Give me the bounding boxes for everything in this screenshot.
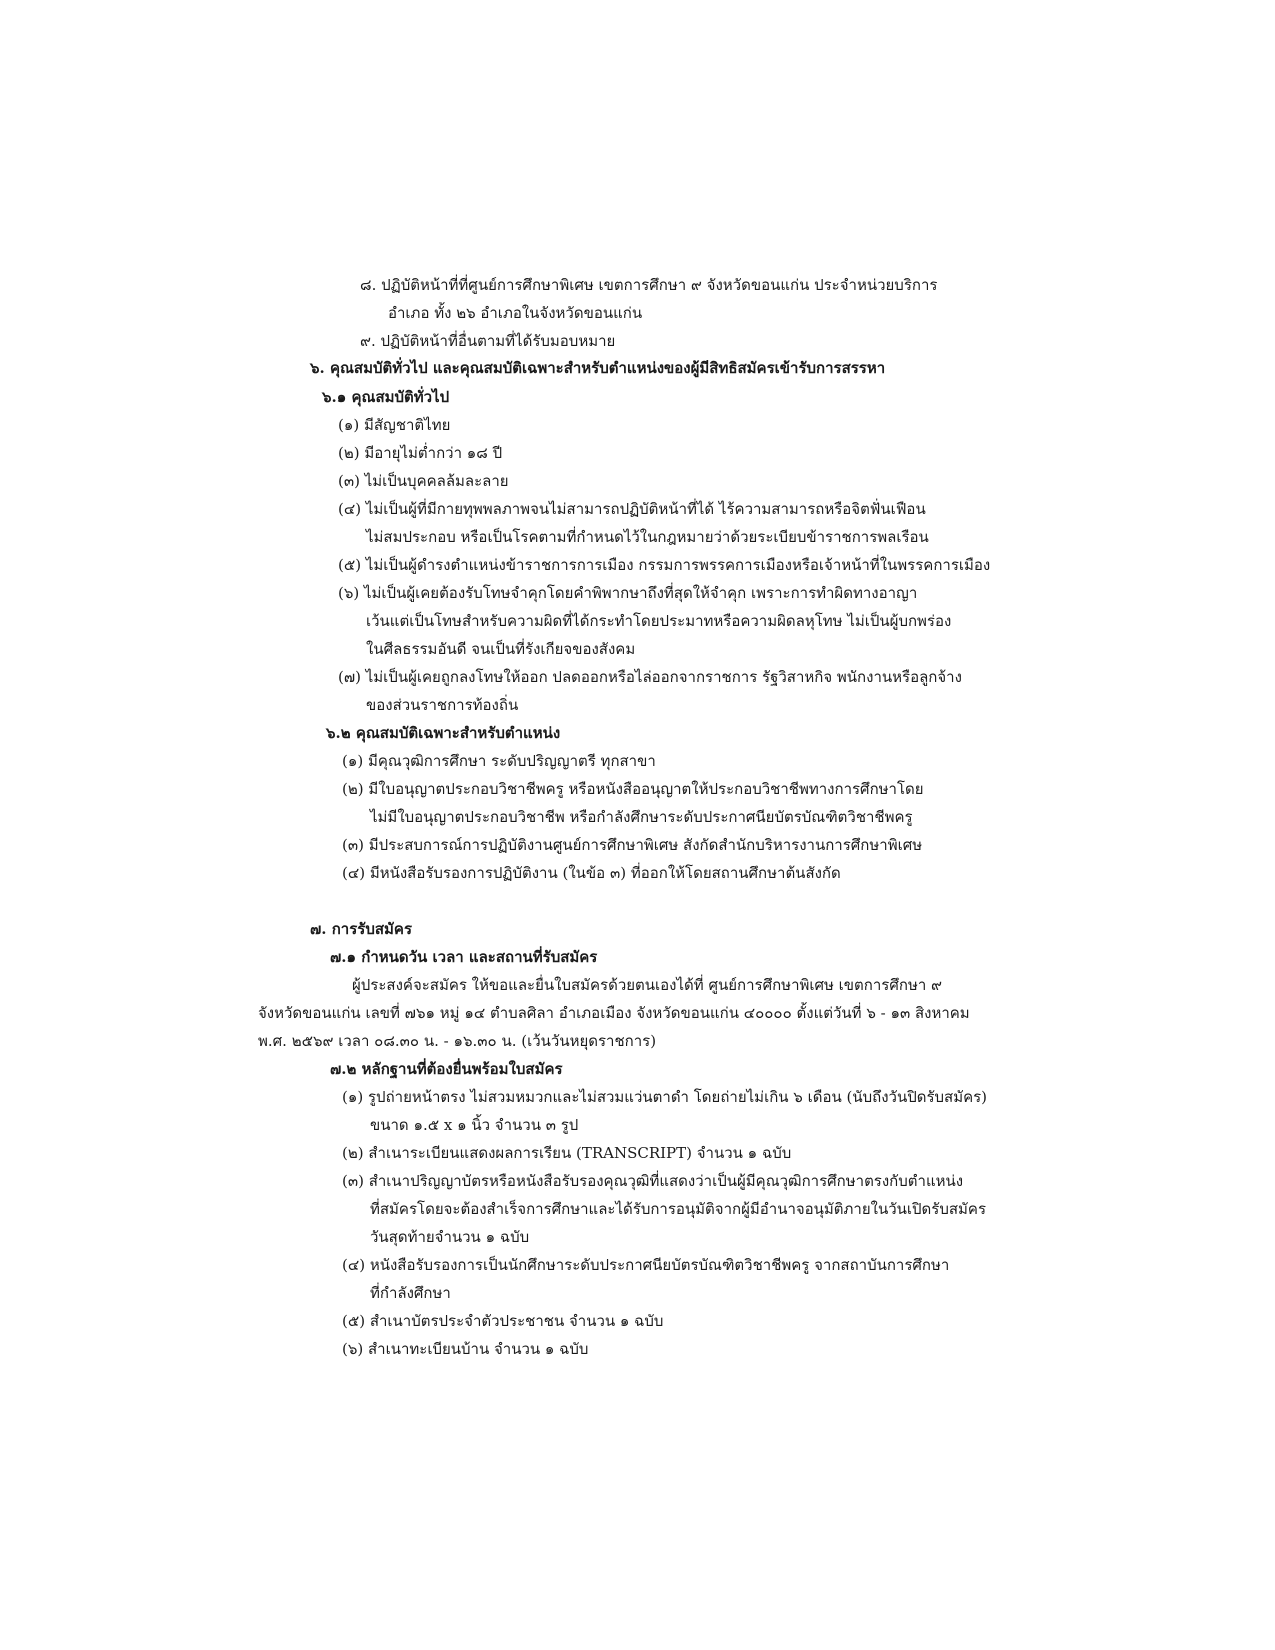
general-qualification-5: (๕) ไม่เป็นผู้ดำรงตำแหน่งข้าราชการการเมือง กรรมการพรรคการเมืองหรือเจ้าหน้าที่ในพรรคการเมือง — [338, 556, 991, 574]
general-qualification-1: (๑) มีสัญชาติไทย — [338, 416, 451, 434]
specific-qualification-2-cont: ไม่มีใบอนุญาตประกอบวิชาชีพ หรือกำลังศึกษาระดับประกาศนียบัตรบัณฑิตวิชาชีพครู — [370, 808, 913, 826]
document-item-3: (๓) สำเนาปริญญาบัตรหรือหนังสือรับรองคุณวุฒิที่แสดงว่าเป็นผู้มีคุณวุฒิการศึกษาตรงกับตำแหน่ง — [342, 1172, 964, 1190]
general-qualification-6-cont1: เว้นแต่เป็นโทษสำหรับความผิดที่ได้กระทำโดยประมาทหรือความผิดลหุโทษ ไม่เป็นผู้บกพร่อง — [366, 612, 952, 630]
general-qualification-6: (๖) ไม่เป็นผู้เคยต้องรับโทษจำคุกโดยคำพิพากษาถึงที่สุดให้จำคุก เพราะการทำผิดทางอาญา — [338, 584, 918, 602]
duty-item-9: ๙. ปฏิบัติหน้าที่อื่นตามที่ได้รับมอบหมาย — [360, 332, 616, 350]
general-qualification-3: (๓) ไม่เป็นบุคคลล้มละลาย — [338, 472, 509, 490]
document-item-2: (๒) สำเนาระเบียนแสดงผลการเรียน (TRANSCRIPT) จำนวน ๑ ฉบับ — [342, 1144, 792, 1162]
application-place-line1: ผู้ประสงค์จะสมัคร ให้ขอและยื่นใบสมัครด้วยตนเองได้ที่ ศูนย์การศึกษาพิเศษ เขตการศึกษา ๙ — [352, 976, 943, 994]
specific-qualification-2: (๒) มีใบอนุญาตประกอบวิชาชีพครู หรือหนังสืออนุญาตให้ประกอบวิชาชีพทางการศึกษาโดย — [342, 780, 924, 798]
general-qualification-4: (๔) ไม่เป็นผู้ที่มีกายทุพพลภาพจนไม่สามารถปฏิบัติหน้าที่ได้ ไร้ความสามารถหรือจิตฟั่นเฟือน — [338, 500, 926, 518]
general-qualification-6-cont2: ในศีลธรรมอันดี จนเป็นที่รังเกียจของสังคม — [366, 640, 636, 658]
section-6-heading: ๖. คุณสมบัติทั่วไป และคุณสมบัติเฉพาะสำหรับตำแหน่งของผู้มีสิทธิสมัครเข้ารับการสรรหา — [310, 359, 886, 377]
document-item-4: (๔) หนังสือรับรองการเป็นนักศึกษาระดับประกาศนียบัตรบัณฑิตวิชาชีพครู จากสถาบันการศึกษา — [342, 1256, 950, 1274]
general-qualification-4-cont: ไม่สมประกอบ หรือเป็นโรคตามที่กำหนดไว้ในกฎหมายว่าด้วยระเบียบข้าราชการพลเรือน — [366, 528, 929, 546]
general-qualification-7-cont: ของส่วนราชการท้องถิ่น — [366, 696, 519, 714]
section-6-2-heading: ๖.๒ คุณสมบัติเฉพาะสำหรับตำแหน่ง — [326, 724, 561, 742]
section-7-1-heading: ๗.๑ กำหนดวัน เวลา และสถานที่รับสมัคร — [330, 948, 598, 966]
general-qualification-2: (๒) มีอายุไม่ต่ำกว่า ๑๘ ปี — [338, 444, 503, 462]
document-item-1-cont: ขนาด ๑.๕ x ๑ นิ้ว จำนวน ๓ รูป — [370, 1116, 579, 1134]
application-place-line2: จังหวัดขอนแก่น เลขที่ ๗๖๑ หมู่ ๑๔ ตำบลศิลา อำเภอเมือง จังหวัดขอนแก่น ๔๐๐๐๐ ตั้งแต่วันที่ ๖ - ๑๓ สิงหาคม — [258, 1004, 970, 1022]
duty-item-8-line1: ๘. ปฏิบัติหน้าที่ที่ศูนย์การศึกษาพิเศษ เขตการศึกษา ๙ จังหวัดขอนแก่น ประจำหน่วยบริการ — [360, 276, 938, 294]
specific-qualification-3: (๓) มีประสบการณ์การปฏิบัติงานศูนย์การศึกษาพิเศษ สังกัดสำนักบริหารงานการศึกษาพิเศษ — [342, 836, 923, 854]
application-place-line3: พ.ศ. ๒๕๖๙ เวลา ๐๘.๓๐ น. - ๑๖.๓๐ น. (เว้นวันหยุดราชการ) — [258, 1032, 657, 1050]
document-item-1: (๑) รูปถ่ายหน้าตรง ไม่สวมหมวกและไม่สวมแว่นตาดำ โดยถ่ายไม่เกิน ๖ เดือน (นับถึงวันปิดรับสมัคร) — [342, 1088, 988, 1106]
section-7-2-heading: ๗.๒ หลักฐานที่ต้องยื่นพร้อมใบสมัคร — [330, 1060, 563, 1078]
specific-qualification-1: (๑) มีคุณวุฒิการศึกษา ระดับปริญญาตรี ทุกสาขา — [342, 752, 656, 770]
section-7-heading: ๗. การรับสมัคร — [310, 920, 412, 938]
duty-item-8-line2: อำเภอ ทั้ง ๒๖ อำเภอในจังหวัดขอนแก่น — [388, 304, 643, 322]
document-item-4-cont: ที่กำลังศึกษา — [370, 1284, 451, 1302]
document-item-3-cont1: ที่สมัครโดยจะต้องสำเร็จการศึกษาและได้รับการอนุมัติจากผู้มีอำนาจอนุมัติภายในวันเปิดรับสมัคร — [370, 1200, 987, 1218]
specific-qualification-4: (๔) มีหนังสือรับรองการปฏิบัติงาน (ในข้อ ๓) ที่ออกให้โดยสถานศึกษาต้นสังกัด — [342, 864, 841, 882]
document-item-5: (๕) สำเนาบัตรประจำตัวประชาชน จำนวน ๑ ฉบับ — [342, 1312, 664, 1330]
document-item-3-cont2: วันสุดท้ายจำนวน ๑ ฉบับ — [370, 1228, 530, 1246]
general-qualification-7: (๗) ไม่เป็นผู้เคยถูกลงโทษให้ออก ปลดออกหรือไล่ออกจากราชการ รัฐวิสาหกิจ พนักงานหรือลูกจ้าง — [338, 668, 962, 686]
section-6-1-heading: ๖.๑ คุณสมบัติทั่วไป — [322, 388, 450, 406]
document-item-6: (๖) สำเนาทะเบียนบ้าน จำนวน ๑ ฉบับ — [342, 1340, 589, 1358]
